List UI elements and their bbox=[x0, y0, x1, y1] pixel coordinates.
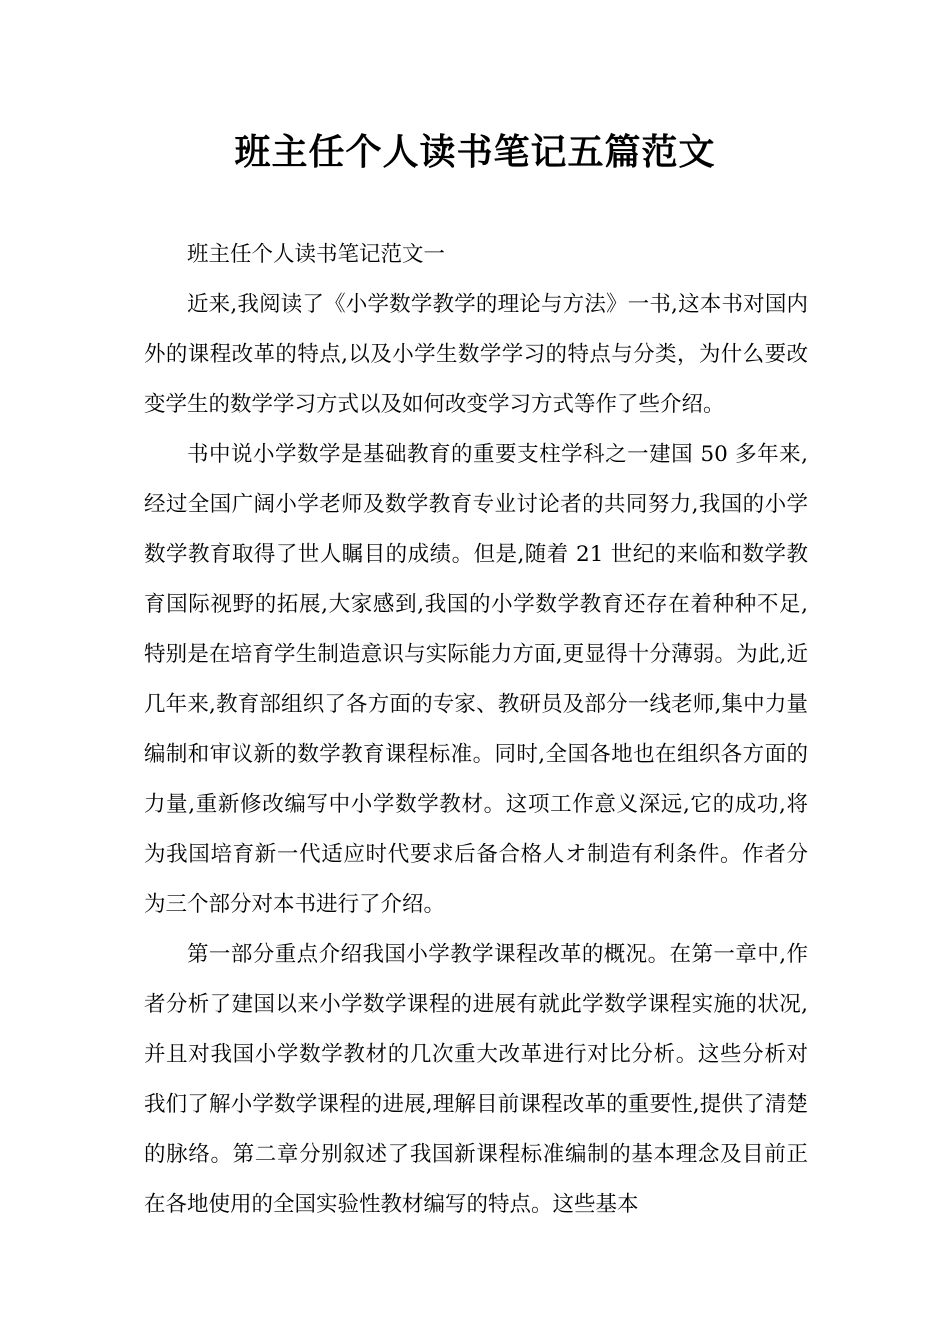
section-heading: 班主任个人读书笔记范文一 bbox=[187, 242, 446, 267]
paragraph: 书中说小学数学是基础教育的重要支柱学科之一建国 50 多年来,经过全国广阔小学老师及数学教育专业讨论者的共同努力,我国的小学数学教育取得了世人瞩目的成绩。但是,随着 21 世纪的来临和数学教育国际视野的拓展,大家感到,我国的小学数学教育还存在着种种不足,特别是在培育学生制造意识与实际能力方面,更显得十分薄弱。为此,近几年来,教育部组织了各方面的专家、教研员及部分一线老师,集中力量编制和审议新的数学教育课程标准。同时,全国各地也在组织各方面的力量,重新修改编写中小学数学教材。这项工作意义深远,它的成功,将为我国培育新一代适应时代要求后备合格人オ制造有利条件。作者分为三个部分对本书进行了介绍。 bbox=[144, 442, 808, 917]
document-title: 班主任个人读书笔记五篇范文 bbox=[234, 131, 716, 173]
paragraph: 近来,我阅读了《小学数学教学的理论与方法》一书,这本书对国内外的课程改革的特点,以及小学生数学学习的特点与分类，为什么要改变学生的数学学习方式以及如何改变学习方式等作了些介绍。 bbox=[144, 292, 808, 417]
document-body bbox=[144, 230, 808, 1230]
paragraph: 第一部分重点介绍我国小学教学课程改革的概况。在第一章中,作者分析了建国以来小学数学课程的进展有就此学数学课程实施的状况,并且对我国小学数学教材的几次重大改革进行对比分析。这些分析对我们了解小学数学课程的进展,理解目前课程改革的重要性,提供了清楚的脉络。第二章分别叙述了我国新课程标准编制的基本理念及目前正在各地使用的全国实验性教材编写的特点。这些基本 bbox=[144, 942, 808, 1217]
